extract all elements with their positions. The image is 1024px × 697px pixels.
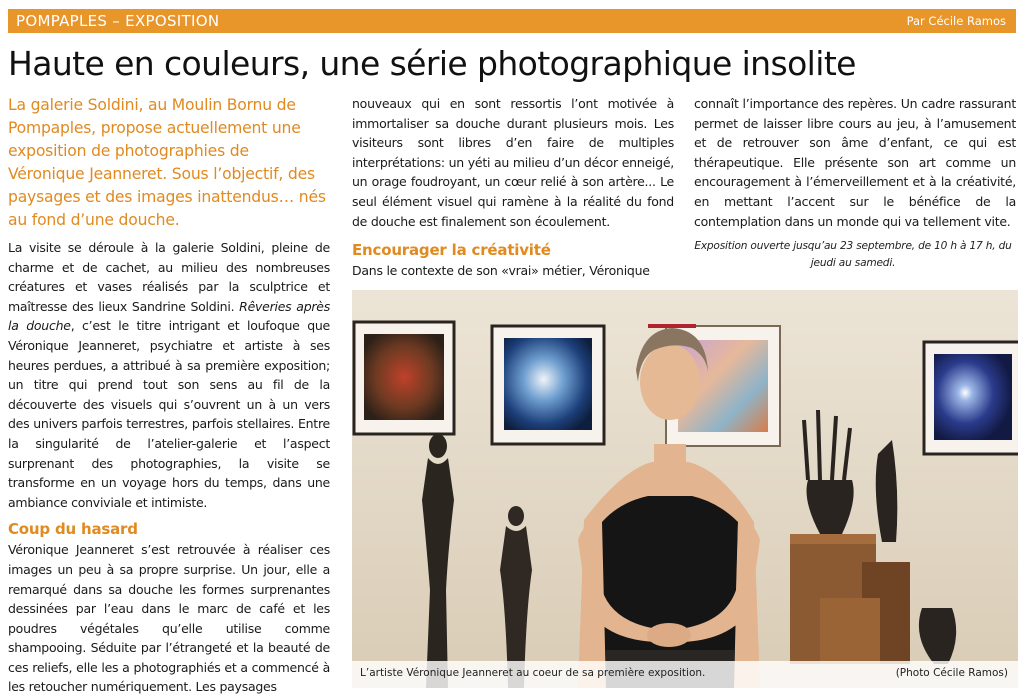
column-1 [8, 238, 330, 697]
photo-caption: L’artiste Véronique Jeanneret au coeur de sa première exposition. [360, 667, 706, 679]
photo-credit: (Photo Cécile Ramos) [895, 667, 1008, 679]
paragraph-reperes: connaît l’importance des repères. Un cadre rassurant permet de laisser libre cours au jeu, à l’amusement et de retrouver son âme d’enfant, ce qui est thérapeutique. Elle présente son art comme un encouragement à l’émerveillement et à la créativité, en mettant l’accent sur le bénéfice de la contemplation dans un monde qui va tellement vite. [694, 96, 1016, 229]
framed-photo-1 [354, 322, 454, 434]
author-byline: Par Cécile Ramos [906, 14, 1006, 28]
framed-photo-4 [924, 342, 1018, 454]
paragraph-continued: nouveaux qui en sont ressortis l’ont motivée à immortaliser sa douche durant plusieurs mois. Les visiteurs sont libres d’en faire de multiples interprétations: un yéti au milieu d’un décor enneigé, un orage foudroyant, un cœur relié à son artère... Le seul élément visuel qui ramène à la réalité du fond de douche est finalement son écoulement. [352, 96, 674, 229]
paragraph-intro [8, 238, 330, 512]
column-3 [694, 94, 1016, 231]
photo-illustration [352, 290, 1018, 688]
exhibition-info: Exposition ouverte jusqu’au 23 septembre, de 10 h à 17 h, du jeudi au samedi. [694, 240, 1012, 269]
paragraph-text: La visite se déroule à la galerie Soldini, pleine de charme et de cachet, au milieu des nombreuses créatures et vases réalisés par la sculptrice et maîtresse des lieux Sandrine Soldini. [8, 240, 330, 314]
paragraph-text: , c’est le titre intrigant et loufoque que Véronique Jeanneret, psychiatre et artiste à ses heures perdues, a attribué à sa première exposition; un titre qui prend tout son sens au fil de la découverte des visuels qui s’ouvrent un à un vers des univers parfois terrestres, parfois stellaires. Entre la singularité de l’atelier-galerie et l’aspect surprenant des photographies, la visite se transforme en un voyage hors du temps, dans une ambiance conviviale et intimiste. [8, 318, 330, 510]
exhibition-title: Rêveries après la douche [8, 298, 330, 334]
column-2 [352, 94, 674, 281]
paragraph-hasard: Véronique Jeanneret s’est retrouvée à réaliser ces images un peu à sa propre surprise. Un jour, elle a remarqué dans sa douche les formes surprenantes dessinées par l’eau dans le marc de café et les poudres végétales qu’elle utilise comme shampooing. Séduite par l’étrangeté et la beauté de ces reliefs, elle les a photographiés et a commencé à les retoucher numériquement. Les paysages [8, 542, 330, 695]
subheading-creativite: Encourager la créativité [352, 241, 551, 260]
subheading-coup-du-hasard: Coup du hasard [8, 520, 138, 539]
paragraph-contexte: Dans le contexte de son «vrai» métier, Véronique [352, 263, 650, 279]
framed-photo-2 [492, 326, 604, 444]
article-headline: Haute en couleurs, une série photographique insolite [8, 44, 856, 83]
exhibition-photo [352, 290, 1018, 688]
section-banner [8, 9, 1016, 33]
photo-caption-band [352, 661, 1018, 688]
article-lead: La galerie Soldini, au Moulin Bornu de Pompaples, propose actuellement une exposition de photographies de Véronique Jeanneret. Sous l’objectif, des paysages et des images inattendus… nés au fond d’une douche. [8, 96, 326, 229]
section-title: POMPAPLES – EXPOSITION [16, 12, 220, 30]
